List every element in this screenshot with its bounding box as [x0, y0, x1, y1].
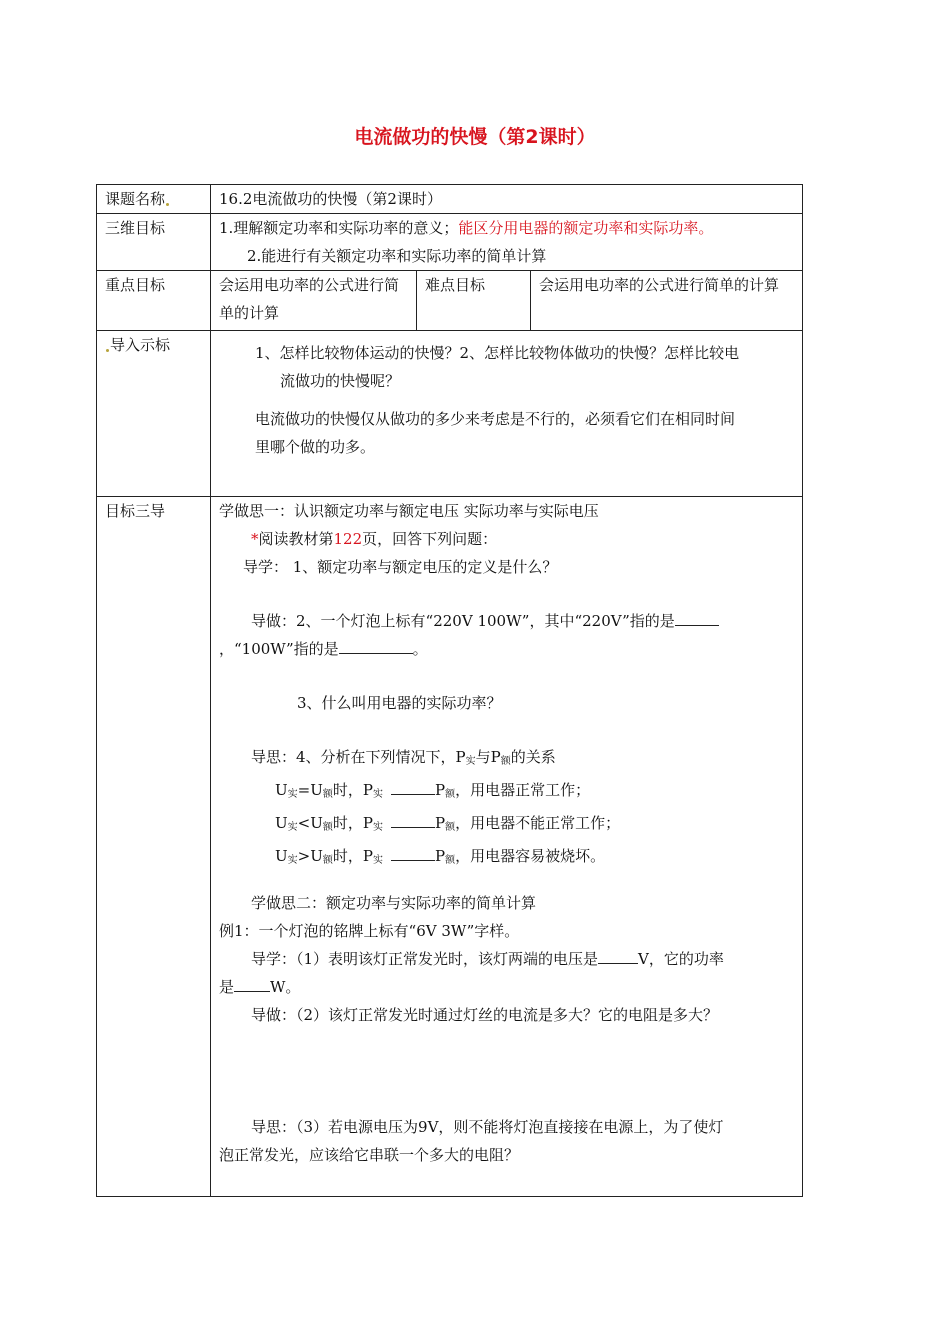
question-3: 3、什么叫用电器的实际功率？: [297, 694, 502, 712]
answer-blank[interactable]: [234, 973, 270, 992]
intro-p1b: 流做功的快慢呢？: [280, 372, 401, 390]
read-instruction: *阅读教材第122页，回答下列问题：: [251, 530, 498, 548]
topic-label: 课题名称: [97, 185, 211, 214]
example-1-q2: 导做：（2）该灯正常发光时通过灯丝的电流是多大？它的电阻是多大？: [251, 1006, 719, 1024]
question-2-cont: ，“100W”指的是 。: [219, 635, 794, 663]
answer-blank[interactable]: [391, 809, 435, 828]
guide-label: 目标三导: [97, 497, 211, 1197]
document-title: 电流做功的快慢（第2课时）: [354, 126, 596, 148]
goal-line1-highlight: 能区分用电器的额定功率和实际功率。: [458, 219, 714, 237]
goals-content: [211, 214, 803, 271]
difficulty-label: 难点目标: [417, 271, 531, 331]
intro-content: [211, 331, 803, 497]
answer-blank[interactable]: [391, 842, 435, 861]
key-value: 会运用电功率的公式进行简单的计算: [211, 271, 417, 331]
case-row: $U_实>U_额$时，$P_实$ $P_额$，用电器容易被烧坏。: [219, 842, 794, 875]
example-1-q1-cont: 是 W。: [219, 973, 794, 1001]
example-1-q1: 导学：（1）表明该灯正常发光时，该灯两端的电压是 V，它的功率: [219, 945, 794, 973]
section2-title: 学做思二：额定功率与实际功率的简单计算: [251, 894, 537, 912]
question-2: 导做：2、一个灯泡上标有“220V 100W”，其中“220V”指的是: [219, 607, 794, 635]
example-1-q3-cont: 泡正常发光，应该给它串联一个多大的电阻？: [219, 1146, 520, 1164]
example-1: 例1：一个灯泡的铭牌上标有“6V 3W”字样。: [219, 922, 520, 940]
cases-list: [219, 776, 794, 875]
answer-blank[interactable]: [391, 776, 435, 795]
row-key: [97, 271, 803, 331]
row-goals: [97, 214, 803, 271]
answer-blank[interactable]: [598, 945, 638, 964]
answer-blank[interactable]: [339, 635, 413, 654]
row-topic: [97, 185, 803, 214]
goals-label: 三维目标: [97, 214, 211, 271]
guide-content: [211, 497, 803, 1197]
mark-dot: [166, 203, 169, 206]
intro-p2a: 电流做功的快慢仅从做功的多少来考虑是不行的，必须看它们在相同时间: [255, 410, 736, 428]
case-row: $U_实=U_额$时，$P_实$ $P_额$，用电器正常工作；: [219, 776, 794, 809]
intro-label: 导入示标: [97, 331, 211, 497]
question-1: 导学： 1、额定功率与额定电压的定义是什么？: [243, 558, 558, 576]
section1-title: 学做思一：认识额定功率与额定电压 实际功率与实际电压: [219, 502, 599, 520]
case-row: $U_实<U_额$时，$P_实$ $P_额$，用电器不能正常工作；: [219, 809, 794, 842]
goal-line2: 2.能进行有关额定功率和实际功率的简单计算: [247, 247, 547, 265]
goal-line1: 1.理解额定功率和实际功率的意义；: [219, 219, 459, 237]
question-4: 导思：4、分析在下列情况下，$P_实$与$P_额$的关系: [251, 748, 556, 767]
example-1-q3: 导思：（3）若电源电压为9V，则不能将灯泡直接接在电源上，为了使灯: [251, 1118, 724, 1136]
lesson-table: [96, 184, 803, 1197]
topic-value: 16.2电流做功的快慢（第2课时）: [211, 185, 803, 214]
intro-p2b: 里哪个做的功多。: [255, 438, 376, 456]
answer-blank[interactable]: [675, 607, 719, 626]
intro-p1a: 1、怎样比较物体运动的快慢？2、怎样比较物体做功的快慢？怎样比较电: [255, 344, 740, 362]
row-intro: [97, 331, 803, 497]
row-guide: [97, 497, 803, 1197]
key-label: 重点目标: [97, 271, 211, 331]
difficulty-value: 会运用电功率的公式进行简单的计算: [531, 271, 803, 331]
mark-dot: [106, 349, 109, 352]
